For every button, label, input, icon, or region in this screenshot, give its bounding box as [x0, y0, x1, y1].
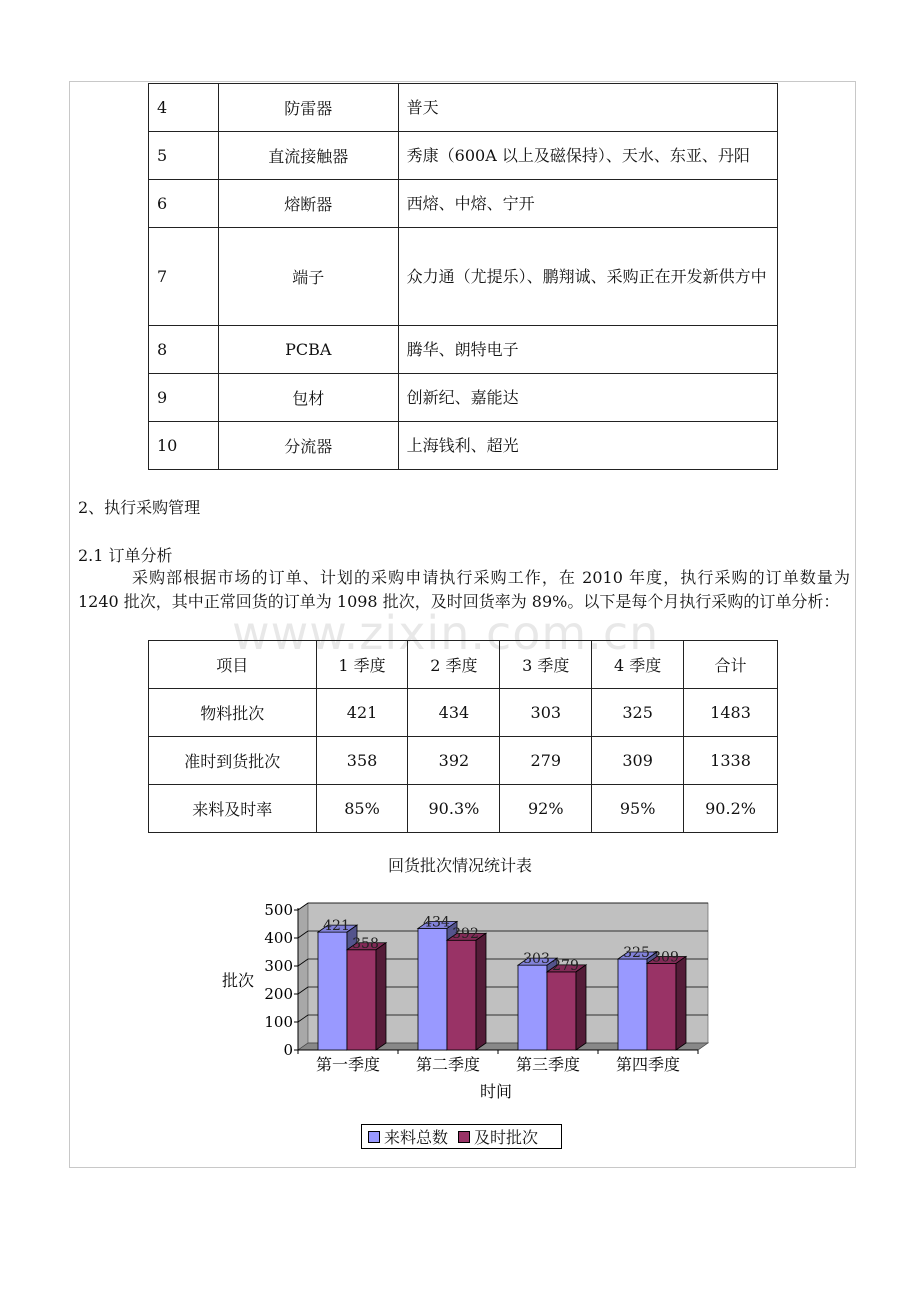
data-label: 279	[552, 957, 579, 974]
order-cell: 准时到货批次	[149, 737, 317, 785]
order-cell: 325	[592, 689, 684, 737]
order-cell: 421	[316, 689, 408, 737]
supplier-item: 直流接触器	[218, 132, 398, 180]
order-cell: 1483	[684, 689, 778, 737]
chart-side-wall	[298, 903, 308, 1050]
y-tick-label: 400	[264, 929, 293, 947]
order-cell: 279	[500, 737, 592, 785]
y-axis-title: 批次	[221, 971, 255, 990]
supplier-no: 10	[149, 422, 219, 470]
y-tick-label: 300	[264, 957, 293, 975]
bar-1	[318, 932, 347, 1050]
supplier-names: 上海钱利、超光	[398, 422, 777, 470]
bar-side-2	[476, 933, 486, 1050]
legend-label-series-2: 及时批次	[474, 1128, 539, 1147]
data-label: 303	[523, 951, 550, 968]
supplier-no: 7	[149, 228, 219, 326]
supplier-item: 分流器	[218, 422, 398, 470]
order-cell: 90.2%	[684, 785, 778, 833]
data-label: 325	[623, 945, 650, 961]
order-header-row	[149, 641, 778, 689]
supplier-item: 熔断器	[218, 180, 398, 228]
order-header-cell: 4 季度	[592, 641, 684, 689]
supplier-row	[149, 180, 778, 228]
order-header-cell: 合计	[684, 641, 778, 689]
supplier-item: 端子	[218, 228, 398, 326]
y-tick-label: 200	[264, 985, 293, 1003]
order-cell: 90.3%	[408, 785, 500, 833]
order-cell: 392	[408, 737, 500, 785]
order-header-cell: 1 季度	[316, 641, 408, 689]
supplier-item: 包材	[218, 374, 398, 422]
x-tick-label: 第一季度	[315, 1055, 381, 1074]
bar-side-2	[376, 943, 386, 1050]
order-cell: 来料及时率	[149, 785, 317, 833]
order-cell: 434	[408, 689, 500, 737]
supplier-row	[149, 422, 778, 470]
supplier-row	[149, 132, 778, 180]
order-cell: 358	[316, 737, 408, 785]
order-header-cell: 项目	[149, 641, 317, 689]
x-tick-label: 第三季度	[515, 1055, 581, 1074]
y-tick-label: 500	[264, 901, 293, 919]
chart-title: 回货批次情况统计表	[387, 856, 532, 875]
data-label: 421	[323, 918, 350, 935]
legend-swatch-series-2	[458, 1131, 470, 1143]
order-row	[149, 689, 778, 737]
subsection-heading: 2.1 订单分析	[78, 546, 173, 565]
bar-side-2	[576, 965, 586, 1050]
supplier-row	[149, 84, 778, 132]
data-label: 392	[452, 926, 479, 943]
supplier-row	[149, 326, 778, 374]
order-cell: 92%	[500, 785, 592, 833]
order-cell: 309	[592, 737, 684, 785]
x-axis-title: 时间	[479, 1082, 513, 1101]
supplier-row	[149, 374, 778, 422]
bar-side-2	[676, 956, 686, 1050]
supplier-no: 8	[149, 326, 219, 374]
bar-1	[518, 965, 547, 1050]
supplier-no: 5	[149, 132, 219, 180]
chart-legend	[361, 1124, 562, 1149]
order-cell: 1338	[684, 737, 778, 785]
bar-1	[618, 959, 647, 1050]
supplier-names: 众力通（尤提乐）、鹏翔诚、采购正在开发新供方中	[398, 228, 777, 326]
supplier-names: 腾华、朗特电子	[398, 326, 777, 374]
body-paragraph: 采购部根据市场的订单、计划的采购申请执行采购工作，在 2010 年度，执行采购的订单数量为 1240 批次，其中正常回货的订单为 1098 批次，及时回货率为 89%。以下是每个月执行采购的订单分析：	[78, 568, 850, 611]
order-header-cell: 3 季度	[500, 641, 592, 689]
order-header-cell: 2 季度	[408, 641, 500, 689]
supplier-no: 6	[149, 180, 219, 228]
data-label: 434	[423, 914, 450, 931]
supplier-names: 秀康（600A 以上及磁保持）、天水、东亚、丹阳	[398, 132, 777, 180]
order-cell: 95%	[592, 785, 684, 833]
order-table	[148, 640, 778, 833]
bar-2	[647, 963, 676, 1050]
x-tick-label: 第四季度	[615, 1055, 681, 1074]
order-row	[149, 785, 778, 833]
section-heading: 2、执行采购管理	[78, 498, 201, 517]
legend-label-series-1: 来料总数	[384, 1128, 449, 1147]
x-tick-label: 第二季度	[415, 1055, 481, 1074]
supplier-names: 普天	[398, 84, 777, 132]
data-label: 358	[352, 935, 379, 952]
bar-chart	[200, 893, 720, 1111]
supplier-names: 创新纪、嘉能达	[398, 374, 777, 422]
supplier-table	[148, 83, 778, 470]
order-cell: 303	[500, 689, 592, 737]
supplier-no: 4	[149, 84, 219, 132]
supplier-row	[149, 228, 778, 326]
order-cell: 物料批次	[149, 689, 317, 737]
data-label: 309	[652, 949, 679, 966]
bar-2	[347, 950, 376, 1050]
y-tick-label: 100	[264, 1013, 293, 1031]
order-cell: 85%	[316, 785, 408, 833]
y-tick-label: 0	[283, 1041, 293, 1059]
supplier-no: 9	[149, 374, 219, 422]
bar-2	[547, 972, 576, 1050]
bar-2	[447, 940, 476, 1050]
supplier-names: 西熔、中熔、宁开	[398, 180, 777, 228]
order-row	[149, 737, 778, 785]
bar-1	[418, 928, 447, 1050]
watermark: www.zixin.com.cn	[232, 606, 660, 660]
supplier-item: PCBA	[218, 326, 398, 374]
supplier-item: 防雷器	[218, 84, 398, 132]
legend-swatch-series-1	[368, 1131, 380, 1143]
